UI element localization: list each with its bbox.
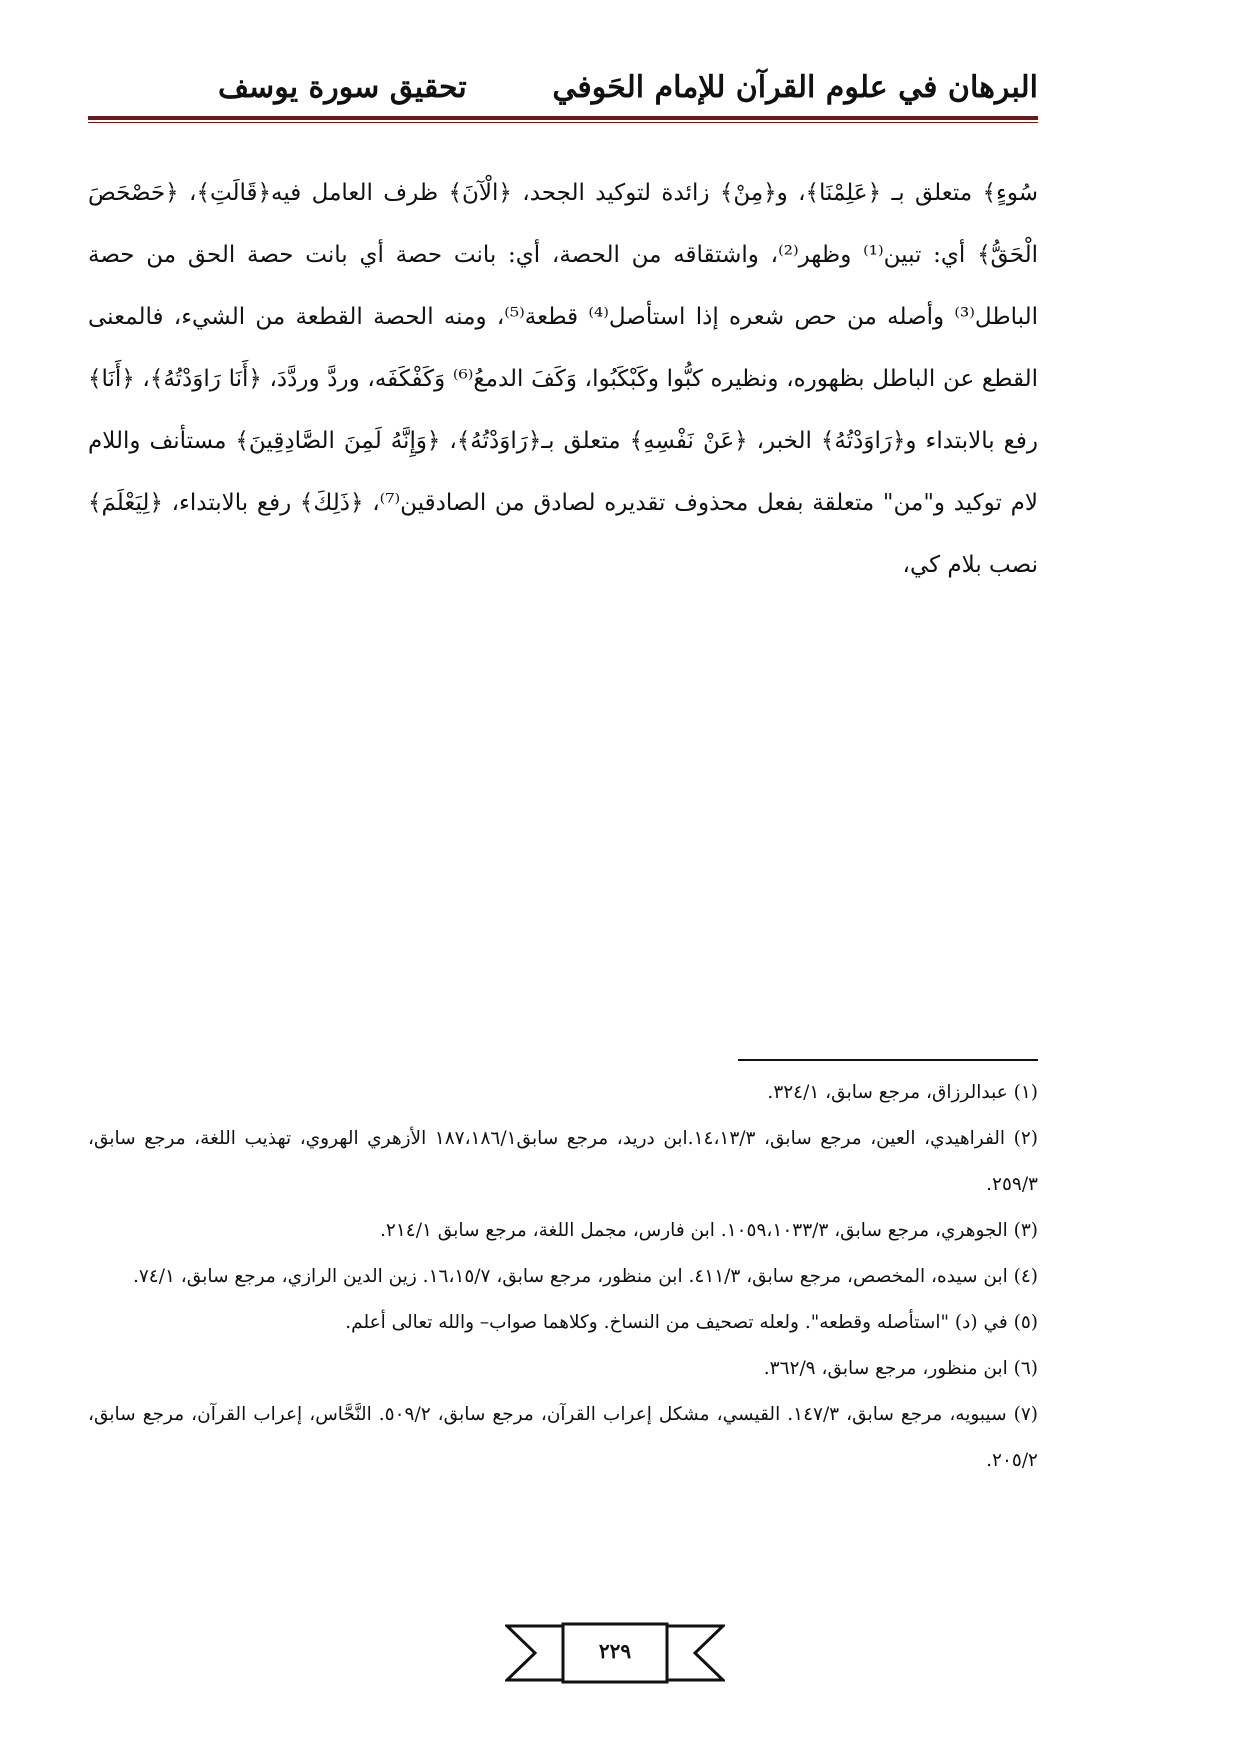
page-number: ٢٢٩ (598, 1639, 632, 1663)
footnote-separator (738, 1059, 1038, 1061)
footnote-7: (٧) سيبويه، مرجع سابق، ١٤٧/٣. القيسي، مشكل إعراب القرآن، مرجع سابق، ٥٠٩/٢. النَّحَّاس، إعراب القرآن، مرجع سابق، ٢٠٥/٢. (88, 1404, 1039, 1471)
header-rule-thick (88, 116, 1038, 120)
footnote-5: (٥) في (د) "استأصله وقطعه". ولعله تصحيف من النساخ. وكلاهما صواب– والله تعالى أعلم. (345, 1312, 1038, 1333)
section-title: تحقيق سورة يوسف (218, 70, 467, 105)
footnote-1: (١) عبدالرزاق، مرجع سابق، ٣٢٤/١. (767, 1082, 1038, 1103)
footnote-3: (٣) الجوهري، مرجع سابق، ١٠٥٩،١٠٣٣/٣. ابن فارس، مجمل اللغة، مرجع سابق ٢١٤/١. (380, 1220, 1038, 1241)
book-title: البرهان في علوم القرآن للإمام الحَوفي (552, 70, 1038, 105)
main-text (88, 162, 1038, 596)
page-header (88, 70, 1038, 116)
body-paragraph: سُوءٍ﴾ متعلق بـ ﴿عَلِمْنَا﴾، و﴿مِنْ﴾ زائدة لتوكيد الجحد، ﴿الْآنَ﴾ ظرف العامل فيه﴿قَالَتِ﴾، ﴿حَصْحَصَ الْحَقُّ﴾ أي: تبين⁽¹⁾ وظهر⁽²⁾، واشتقاقه من الحصة، أي: بانت حصة أي بانت حصة الحق من حصة الباطل⁽³⁾ وأصله من حص شعره إذا استأصل⁽⁴⁾ قطعة⁽⁵⁾، ومنه الحصة القطعة من الشيء، فالمعنى القطع عن الباطل بظهوره، ونظيره كبُّوا وكَبْكَبُوا، وَكَفَ الدمعُ⁽⁶⁾ وَكَفْكَفَه، وردَّ وردَّدَ، ﴿أَنَا رَاوَدْتُهُ﴾، ﴿أَنَا﴾ رفع بالابتداء و﴿رَاوَدْتُهُ﴾ الخبر، ﴿عَنْ نَفْسِهِ﴾ متعلق بـ﴿رَاوَدْتُهُ﴾، ﴿وَإِنَّهُ لَمِنَ الصَّادِقِينَ﴾ مستأنف واللام لام توكيد و"من" متعلقة بفعل محذوف تقديره لصادق من الصادقين⁽⁷⁾، ﴿ذَلِكَ﴾ رفع بالابتداء، ﴿لِيَعْلَمَ﴾ نصب بلام كي، (88, 180, 1039, 578)
footnote-2: (٢) الفراهيدي، العين، مرجع سابق، ١٤،١٣/٣.ابن دريد، مرجع سابق١٨٧،١٨٦/١ الأزهري الهروي، تهذيب اللغة، مرجع سابق، ٢٥٩/٣. (88, 1128, 1038, 1195)
footnotes (88, 1070, 1038, 1484)
header-rule-thin (88, 122, 1038, 123)
footnote-4: (٤) ابن سيده، المخصص، مرجع سابق، ٤١١/٣. ابن منظور، مرجع سابق، ١٦،١٥/٧. زين الدين الرازي، مرجع سابق، ٧٤/١. (132, 1266, 1038, 1287)
footnote-6: (٦) ابن منظور، مرجع سابق، ٣٦٢/٩. (763, 1358, 1038, 1379)
